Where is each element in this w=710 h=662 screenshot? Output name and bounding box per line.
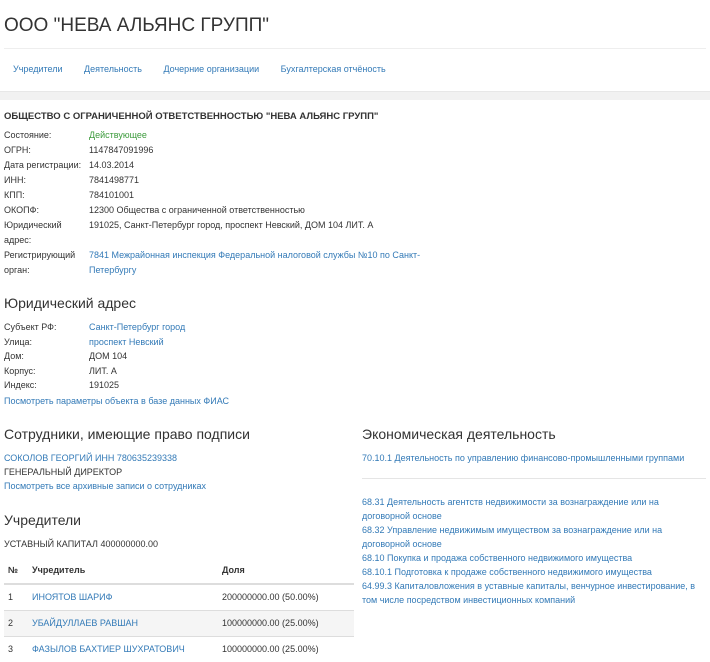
field-row-kpp bbox=[4, 188, 706, 203]
status-badge: Действующее bbox=[89, 130, 147, 140]
section-band-divider bbox=[0, 91, 710, 100]
street-link[interactable]: проспект Невский bbox=[89, 336, 164, 347]
field-row-regdate bbox=[4, 158, 706, 173]
legal-address-heading: Юридический адрес bbox=[4, 295, 137, 311]
field-label: КПП: bbox=[4, 190, 25, 200]
legal-address-value: 191025, Санкт-Петербург город, проспект Невский, ДОМ 104 ЛИТ. А bbox=[89, 220, 374, 230]
nav-item-subsidiaries[interactable]: Дочерние организации bbox=[163, 64, 260, 74]
employees-archive-link[interactable]: Посмотреть все архивные записи о сотрудниках bbox=[4, 480, 207, 491]
founders-table bbox=[4, 558, 354, 662]
nav-item-activity[interactable]: Деятельность bbox=[84, 64, 142, 74]
addr-row-building bbox=[4, 364, 706, 379]
okved-link-68-32[interactable]: 68.32 Управление недвижимым имуществом за вознаграждение или на договорной основе bbox=[362, 524, 663, 549]
house-value: ДОМ 104 bbox=[89, 351, 128, 361]
founder-name-link[interactable]: УБАЙДУЛЛАЕВ РАВШАН bbox=[32, 617, 138, 628]
building-value: ЛИТ. А bbox=[89, 365, 117, 376]
nav-bar bbox=[4, 49, 706, 91]
header-founder: Учредитель bbox=[28, 558, 218, 584]
regdate-value: 14.03.2014 bbox=[89, 160, 135, 170]
field-label: Дата регистрации: bbox=[4, 160, 82, 170]
employee-position: ГЕНЕРАЛЬНЫЙ ДИРЕКТОР bbox=[4, 466, 123, 477]
okopf-value: 12300 Общества с ограниченной ответственностью bbox=[89, 205, 305, 215]
field-label: Регистрирующий орган: bbox=[4, 250, 76, 275]
lower-columns bbox=[4, 425, 706, 662]
field-row-ogrn bbox=[4, 143, 706, 158]
founder-name-link[interactable]: ИНОЯТОВ ШАРИФ bbox=[32, 591, 113, 602]
field-label: ОГРН: bbox=[4, 145, 31, 155]
okved-link-68-10-1[interactable]: 68.10.1 Подготовка к продаже собственного недвижимого имущества bbox=[362, 566, 652, 577]
field-label: Дом: bbox=[4, 351, 24, 361]
table-row bbox=[4, 584, 354, 611]
field-row-inn bbox=[4, 173, 706, 188]
table-row bbox=[4, 636, 354, 662]
field-label: ОКОПФ: bbox=[4, 205, 39, 215]
inn-value: 7841498771 bbox=[89, 175, 140, 185]
company-full-name: ОБЩЕСТВО С ОГРАНИЧЕННОЙ ОТВЕТСТВЕННОСТЬЮ "НЕВА АЛЬЯНС ГРУПП" bbox=[4, 111, 379, 122]
header-num: № bbox=[4, 558, 28, 584]
founder-num: 1 bbox=[8, 591, 14, 602]
founder-share: 100000000.00 (25.00%) bbox=[218, 610, 354, 636]
employee-person-link[interactable]: СОКОЛОВ ГЕОРГИЙ ИНН 780635239338 bbox=[4, 452, 177, 463]
okved-link-68-10[interactable]: 68.10 Покупка и продажа собственного недвижимого имущества bbox=[362, 552, 633, 563]
page-container bbox=[0, 0, 710, 91]
okved-primary-link[interactable]: 70.10.1 Деятельность по управлению финансово-промышленными группами bbox=[362, 452, 685, 463]
okved-divider bbox=[362, 478, 706, 479]
company-details-section bbox=[4, 100, 706, 278]
region-link[interactable]: Санкт-Петербург город bbox=[89, 322, 186, 332]
field-label: Улица: bbox=[4, 336, 33, 347]
addr-row-region bbox=[4, 320, 706, 335]
founder-num: 3 bbox=[4, 636, 28, 662]
field-row-state bbox=[4, 128, 706, 143]
legal-address-section bbox=[4, 294, 706, 409]
field-row-authority bbox=[4, 248, 706, 278]
zip-value: 191025 bbox=[89, 380, 120, 390]
field-label: Субъект РФ: bbox=[4, 322, 57, 332]
ogrn-value: 1147847091996 bbox=[89, 145, 154, 155]
charter-capital: УСТАВНЫЙ КАПИТАЛ 400000000.00 bbox=[4, 538, 159, 549]
field-label: Корпус: bbox=[4, 365, 36, 376]
founders-heading: Учредители bbox=[4, 511, 82, 528]
right-column bbox=[354, 425, 706, 662]
page-title: ООО "НЕВА АЛЬЯНС ГРУПП" bbox=[4, 15, 270, 36]
okved-link-68-31[interactable]: 68.31 Деятельность агентств недвижимости за вознаграждение или на договорной основе bbox=[362, 496, 659, 521]
fias-link[interactable]: Посмотреть параметры объекта в базе данных ФИАС bbox=[4, 395, 229, 406]
field-label: Юридический адрес: bbox=[4, 220, 62, 245]
nav-item-founders[interactable]: Учредители bbox=[13, 64, 63, 74]
field-label: Индекс: bbox=[4, 380, 37, 390]
nav-item-accounting[interactable]: Бухгалтерская отчёность bbox=[280, 64, 386, 74]
field-label: Состояние: bbox=[4, 130, 52, 140]
left-column bbox=[4, 425, 354, 662]
founder-name-link[interactable]: ФАЗЫЛОВ БАХТИЕР ШУХРАТОВИЧ bbox=[32, 643, 185, 654]
field-row-okopf bbox=[4, 203, 706, 218]
founders-table-header-row bbox=[4, 558, 354, 584]
addr-row-zip bbox=[4, 378, 706, 393]
founder-share: 100000000.00 (25.00%) bbox=[218, 636, 354, 662]
table-row bbox=[4, 610, 354, 636]
registering-authority-link[interactable]: 7841 Межрайонная инспекция Федеральной налоговой службы №10 по Санкт-Петербургу bbox=[89, 250, 421, 275]
economic-activity-heading: Экономическая деятельность bbox=[362, 425, 556, 442]
field-label: ИНН: bbox=[4, 175, 26, 185]
founder-num: 2 bbox=[4, 610, 28, 636]
header-share: Доля bbox=[218, 558, 354, 584]
founder-share: 200000000.00 (50.00%) bbox=[222, 591, 319, 602]
addr-row-house bbox=[4, 349, 706, 364]
field-row-address bbox=[4, 218, 706, 248]
okved-link-64-99-3[interactable]: 64.99.3 Капиталовложения в уставные капиталы, венчурное инвестирование, в том числе посредством инвестиционных компаний bbox=[362, 580, 696, 605]
kpp-value: 784101001 bbox=[89, 190, 135, 200]
employees-heading: Сотрудники, имеющие право подписи bbox=[4, 425, 250, 442]
addr-row-street bbox=[4, 335, 706, 350]
